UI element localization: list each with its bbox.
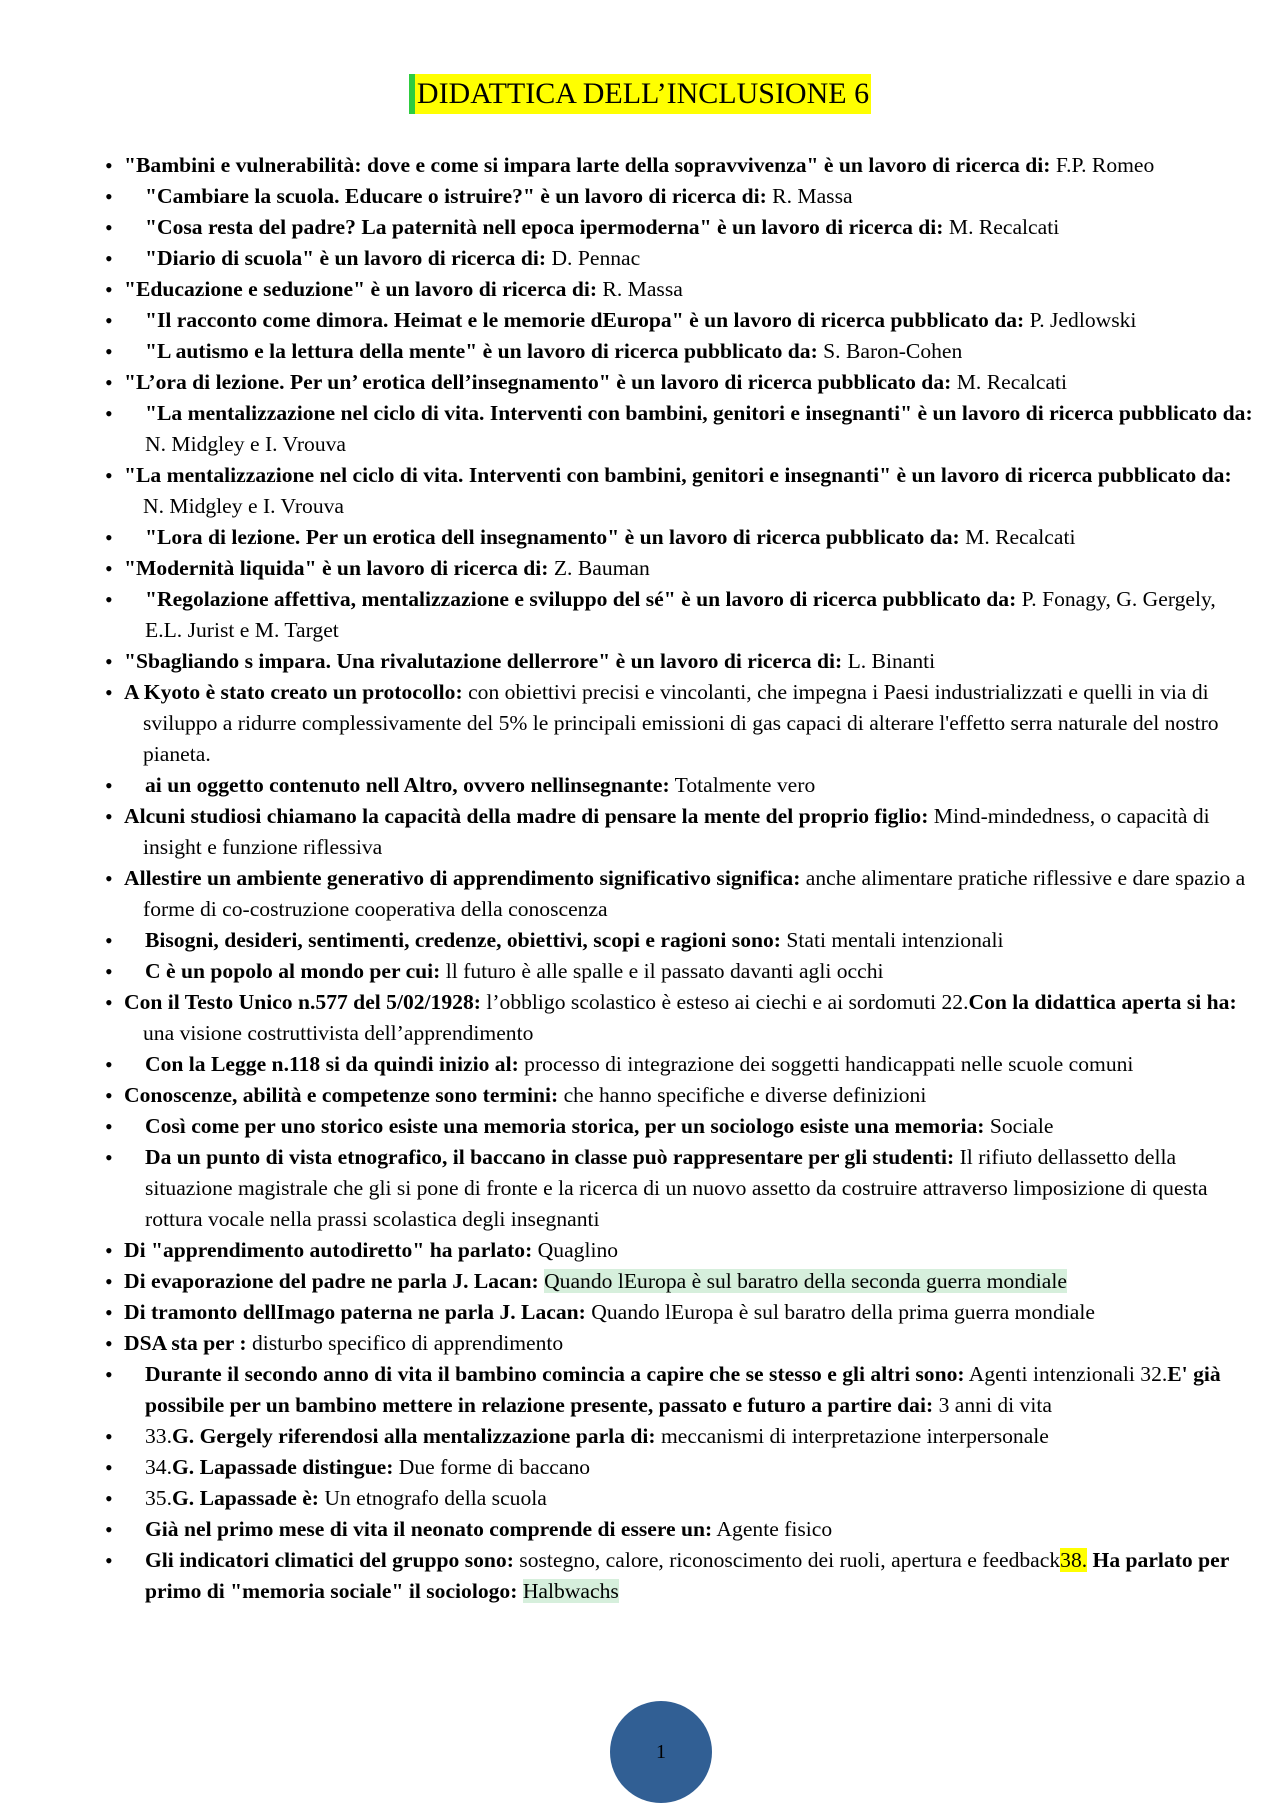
- question-text: G. Gergely riferendosi alla mentalizzazione parla di:: [172, 1424, 656, 1448]
- item-body: [105, 1421, 1255, 1452]
- item-body: [124, 1080, 1255, 1111]
- bullet-icon: •: [105, 184, 113, 209]
- bullet-icon: •: [105, 1424, 113, 1449]
- bullet-icon: •: [105, 804, 113, 829]
- item-body: [124, 553, 1255, 584]
- item-body: [105, 770, 1255, 801]
- question-list: [105, 150, 1255, 1607]
- question-text: DSA sta per :: [124, 1331, 247, 1355]
- answer-text: meccanismi di interpretazione interpersonale: [655, 1424, 1049, 1448]
- question-text: Bisogni, desideri, sentimenti, credenze, obiettivi, scopi e ragioni sono:: [145, 928, 781, 952]
- answer-text: P. Jedlowski: [1024, 308, 1137, 332]
- answer-text: che hanno specifiche e diverse definizioni: [558, 1083, 927, 1107]
- item-body: [105, 243, 1255, 274]
- list-item: [105, 987, 1255, 1049]
- list-item: [105, 1297, 1255, 1328]
- list-item: [105, 460, 1255, 522]
- list-item: [105, 398, 1255, 460]
- answer-text: P. Fonagy, G. Gergely, E.L. Jurist e M. Target: [145, 587, 1216, 642]
- list-item: [105, 863, 1255, 925]
- answer-text: L. Binanti: [842, 649, 936, 673]
- bullet-icon: •: [105, 277, 113, 302]
- question-text: "L’ora di lezione. Per un’ erotica dell’insegnamento" è un lavoro di ricerca pubblicato da:: [124, 370, 952, 394]
- item-body: [124, 1235, 1255, 1266]
- question-text: "Educazione e seduzione" è un lavoro di ricerca di:: [124, 277, 598, 301]
- list-item: [105, 677, 1255, 770]
- answer-text: una visione costruttivista dell’apprendimento: [143, 1021, 534, 1045]
- list-item: [105, 1483, 1255, 1514]
- list-item: [105, 1452, 1255, 1483]
- question-text: C è un popolo al mondo per cui:: [145, 959, 441, 983]
- item-body: [105, 925, 1255, 956]
- list-item: [105, 243, 1255, 274]
- question-text: G. Lapassade distingue:: [172, 1455, 394, 1479]
- answer-text: Totalmente vero: [669, 773, 816, 797]
- list-item: [105, 646, 1255, 677]
- question-text: "Cambiare la scuola. Educare o istruire?" è un lavoro di ricerca di:: [145, 184, 767, 208]
- list-item: [105, 181, 1255, 212]
- bullet-icon: •: [105, 866, 113, 891]
- answer-text: M. Recalcati: [943, 215, 1060, 239]
- item-body: [105, 522, 1255, 553]
- list-item: [105, 1049, 1255, 1080]
- question-text: Gli indicatori climatici del gruppo sono:: [145, 1548, 514, 1572]
- question-text: "Cosa resta del padre? La paternità nell epoca ipermoderna" è un lavoro di ricerca di:: [145, 215, 944, 239]
- title-container: [0, 74, 1280, 114]
- answer-text: processo di integrazione dei soggetti handicappati nelle scuole comuni: [518, 1052, 1134, 1076]
- list-item: [105, 1142, 1255, 1235]
- item-body: [105, 398, 1255, 460]
- bullet-icon: •: [105, 1145, 113, 1170]
- question-text: "Diario di scuola" è un lavoro di ricerca di:: [145, 246, 547, 270]
- bullet-icon: •: [105, 1486, 113, 1511]
- answer-text: Quando lEuropa è sul baratro della prima guerra mondiale: [585, 1300, 1095, 1324]
- bullet-icon: •: [105, 246, 113, 271]
- item-number-highlighted: 38.: [1060, 1548, 1088, 1572]
- bullet-icon: •: [105, 308, 113, 333]
- bullet-icon: •: [105, 1517, 113, 1542]
- page-number: 1: [656, 1740, 666, 1763]
- bullet-icon: •: [105, 401, 113, 426]
- list-item: [105, 1545, 1255, 1607]
- question-text: Da un punto di vista etnografico, il baccano in classe può rappresentare per gli studenti:: [145, 1145, 955, 1169]
- answer-text: Mind-mindedness, o capacità di insight e funzione riflessiva: [143, 804, 1210, 859]
- item-body: [124, 150, 1255, 181]
- item-body: [105, 212, 1255, 243]
- answer-text: Un etnografo della scuola: [318, 1486, 547, 1510]
- item-body: [124, 1328, 1255, 1359]
- list-item: [105, 274, 1255, 305]
- item-body: [105, 181, 1255, 212]
- answer-text: N. Midgley e I. Vrouva: [145, 432, 347, 456]
- question-text: "Il racconto come dimora. Heimat e le memorie dEuropa" è un lavoro di ricerca pubblicato da:: [145, 308, 1025, 332]
- bullet-icon: •: [105, 370, 113, 395]
- question-text: Con la Legge n.118 si da quindi inizio al:: [145, 1052, 519, 1076]
- item-body: [105, 336, 1255, 367]
- list-item: [105, 1111, 1255, 1142]
- question-text: Allestire un ambiente generativo di apprendimento significativo significa:: [124, 866, 801, 890]
- list-item: [105, 584, 1255, 646]
- answer-text: R. Massa: [766, 184, 853, 208]
- question-text: "Sbagliando s impara. Una rivalutazione dellerrore" è un lavoro di ricerca di:: [124, 649, 843, 673]
- list-item: [105, 1266, 1255, 1297]
- answer-highlighted: Quando lEuropa è sul baratro della seconda guerra mondiale: [544, 1269, 1067, 1293]
- item-body: [105, 1483, 1255, 1514]
- bullet-icon: •: [105, 1114, 113, 1139]
- item-body: [124, 1297, 1255, 1328]
- item-number: 35.: [145, 1486, 172, 1510]
- bullet-icon: •: [105, 1300, 113, 1325]
- bullet-icon: •: [105, 1083, 113, 1108]
- bullet-icon: •: [105, 1052, 113, 1077]
- answer-text: Z. Bauman: [548, 556, 650, 580]
- question-text: "La mentalizzazione nel ciclo di vita. Interventi con bambini, genitori e insegnanti" è un lavoro di ricerca pubblicato da:: [145, 401, 1253, 425]
- question-text: "Lora di lezione. Per un erotica dell insegnamento" è un lavoro di ricerca pubblicato da:: [145, 525, 960, 549]
- question-text: ai un oggetto contenuto nell Altro, ovvero nellinsegnante:: [145, 773, 670, 797]
- bullet-icon: •: [105, 1238, 113, 1263]
- answer-text: R. Massa: [597, 277, 683, 301]
- item-body: [105, 305, 1255, 336]
- answer-text: con obiettivi precisi e vincolanti, che impegna i Paesi industrializzati e quelli in via di sviluppo a ridurre complessivamente del 5% le principali emissioni di gas capaci di alterare l'effetto serra naturale del nostro pianeta.: [143, 680, 1219, 766]
- bullet-icon: •: [105, 680, 113, 705]
- bullet-icon: •: [105, 1269, 113, 1294]
- answer-text: D. Pennac: [546, 246, 641, 270]
- answer-text: Sociale: [984, 1114, 1054, 1138]
- question-text: "L autismo e la lettura della mente" è un lavoro di ricerca pubblicato da:: [145, 339, 818, 363]
- question-text: Ha parlato per primo di "memoria sociale" il sociologo:: [145, 1548, 1229, 1603]
- item-body: [124, 460, 1255, 522]
- list-item: [105, 1359, 1255, 1421]
- question-text: Di "apprendimento autodiretto" ha parlato:: [124, 1238, 533, 1262]
- answer-text: anche alimentare pratiche riflessive e dare spazio a forme di co-costruzione cooperativa della conoscenza: [143, 866, 1246, 921]
- bullet-icon: •: [105, 1548, 113, 1573]
- bullet-icon: •: [105, 773, 113, 798]
- question-text: Di evaporazione del padre ne parla J. Lacan:: [124, 1269, 539, 1293]
- list-item: [105, 336, 1255, 367]
- bullet-icon: •: [105, 1455, 113, 1480]
- bullet-icon: •: [105, 525, 113, 550]
- item-body: [105, 1049, 1255, 1080]
- list-item: [105, 770, 1255, 801]
- answer-text: Il rifiuto dellassetto della situazione magistrale che gli si pone di fronte e la ricerca di un nuovo assetto da costruire attraverso limposizione di questa rottura vocale nella prassi scolastica degli insegnanti: [145, 1145, 1208, 1231]
- question-text: Di tramonto dellImago paterna ne parla J. Lacan:: [124, 1300, 586, 1324]
- list-item: [105, 1235, 1255, 1266]
- bullet-icon: •: [105, 215, 113, 240]
- item-body: [124, 863, 1255, 925]
- bullet-icon: •: [105, 153, 113, 178]
- answer-text: sostegno, calore, riconoscimento dei ruoli, apertura e feedback: [513, 1548, 1061, 1572]
- answer-text: S. Baron-Cohen: [817, 339, 963, 363]
- bullet-icon: •: [105, 959, 113, 984]
- item-body: [124, 274, 1255, 305]
- answer-text: N. Midgley e I. Vrouva: [143, 494, 345, 518]
- list-item: [105, 367, 1255, 398]
- item-body: [105, 1359, 1255, 1421]
- item-number: 33.: [145, 1424, 172, 1448]
- bullet-icon: •: [105, 990, 113, 1015]
- item-body: [124, 677, 1255, 770]
- list-item: [105, 801, 1255, 863]
- answer-text: M. Recalcati: [951, 370, 1068, 394]
- answer-text: Agenti intenzionali 32.: [964, 1362, 1168, 1386]
- list-item: [105, 956, 1255, 987]
- page-title: DIDATTICA DELL’INCLUSIONE 6: [409, 74, 871, 114]
- question-text: "Modernità liquida" è un lavoro di ricerca di:: [124, 556, 549, 580]
- answer-text: M. Recalcati: [959, 525, 1076, 549]
- answer-text: Stati mentali intenzionali: [780, 928, 1004, 952]
- answer-highlighted: Halbwachs: [522, 1579, 619, 1603]
- item-body: [105, 584, 1255, 646]
- answer-text: Due forme di baccano: [393, 1455, 591, 1479]
- item-body: [124, 987, 1255, 1049]
- question-text: "Bambini e vulnerabilità: dove e come si impara larte della sopravvivenza" è un lavoro di ricerca di:: [124, 153, 1051, 177]
- answer-text: ll futuro è alle spalle e il passato davanti agli occhi: [440, 959, 884, 983]
- answer-text: F.P. Romeo: [1050, 153, 1155, 177]
- item-body: [105, 1514, 1255, 1545]
- list-item: [105, 1328, 1255, 1359]
- bullet-icon: •: [105, 1362, 113, 1387]
- item-body: [105, 956, 1255, 987]
- bullet-icon: •: [105, 587, 113, 612]
- question-text: "Regolazione affettiva, mentalizzazione e sviluppo del sé" è un lavoro di ricerca pubblicato da:: [145, 587, 1017, 611]
- bullet-icon: •: [105, 928, 113, 953]
- item-number: 34.: [145, 1455, 172, 1479]
- bullet-icon: •: [105, 556, 113, 581]
- question-text: Alcuni studiosi chiamano la capacità della madre di pensare la mente del proprio figlio:: [124, 804, 929, 828]
- list-item: [105, 1421, 1255, 1452]
- question-text: Con il Testo Unico n.577 del 5/02/1928:: [124, 990, 481, 1014]
- item-body: [105, 1545, 1255, 1607]
- list-item: [105, 925, 1255, 956]
- question-text: G. Lapassade è:: [172, 1486, 319, 1510]
- item-body: [124, 801, 1255, 863]
- question-text: Con la didattica aperta si ha:: [968, 990, 1237, 1014]
- list-item: [105, 1080, 1255, 1111]
- page-number-badge: [610, 1701, 712, 1803]
- list-item: [105, 1514, 1255, 1545]
- question-text: A Kyoto è stato creato un protocollo:: [124, 680, 463, 704]
- answer-text: Quaglino: [532, 1238, 619, 1262]
- bullet-icon: •: [105, 463, 113, 488]
- question-text: "La mentalizzazione nel ciclo di vita. Interventi con bambini, genitori e insegnanti" è un lavoro di ricerca pubblicato da:: [124, 463, 1232, 487]
- list-item: [105, 150, 1255, 181]
- list-item: [105, 212, 1255, 243]
- answer-text: disturbo specifico di apprendimento: [246, 1331, 564, 1355]
- bullet-icon: •: [105, 339, 113, 364]
- bullet-icon: •: [105, 1331, 113, 1356]
- item-body: [105, 1142, 1255, 1235]
- question-text: Conoscenze, abilità e competenze sono termini:: [124, 1083, 559, 1107]
- question-text: E' già possibile per un bambino mettere in relazione presente, passato e futuro a partire dai:: [145, 1362, 1221, 1417]
- list-item: [105, 305, 1255, 336]
- list-item: [105, 553, 1255, 584]
- bullet-icon: •: [105, 649, 113, 674]
- list-item: [105, 522, 1255, 553]
- answer-text: l’obbligo scolastico è esteso ai ciechi e ai sordomuti 22.: [480, 990, 969, 1014]
- item-body: [124, 367, 1255, 398]
- item-body: [124, 646, 1255, 677]
- item-body: [124, 1266, 1255, 1297]
- question-text: Già nel primo mese di vita il neonato comprende di essere un:: [145, 1517, 713, 1541]
- item-body: [105, 1111, 1255, 1142]
- question-text: Così come per uno storico esiste una memoria storica, per un sociologo esiste una memoria:: [145, 1114, 985, 1138]
- item-body: [105, 1452, 1255, 1483]
- answer-text: 3 anni di vita: [933, 1393, 1052, 1417]
- answer-text: Agente fisico: [712, 1517, 833, 1541]
- question-text: Durante il secondo anno di vita il bambino comincia a capire che se stesso e gli altri sono:: [145, 1362, 965, 1386]
